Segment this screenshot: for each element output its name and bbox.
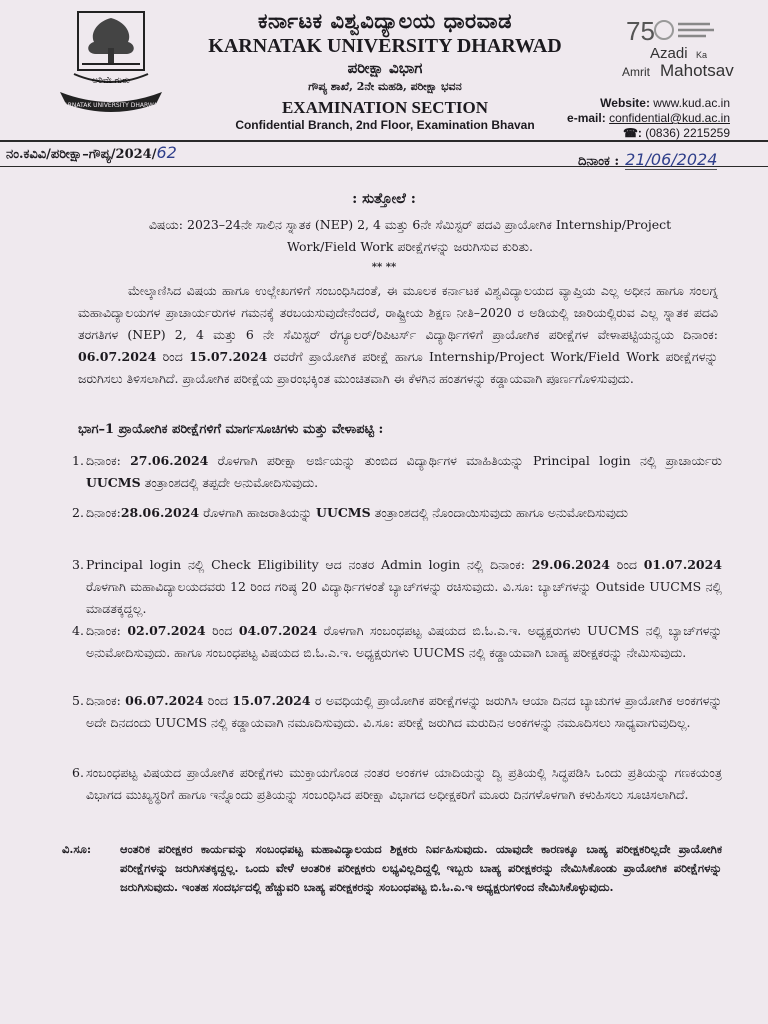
list-item: 2. ದಿನಾಂಕ:28.06.2024 ರೊಳಗಾಗಿ ಹಾಜರಾತಿಯನ್ನು UUCMS ತಂತ್ರಾಂಶದಲ್ಲಿ ನೊಂದಾಯಿಸುವುದು ಹಾಗೂ ಅನುಮೋದಿಸುವುದು <box>72 505 628 520</box>
header-divider <box>0 140 768 142</box>
branch-english: Confidential Branch, 2nd Floor, Examination Bhavan <box>235 118 535 132</box>
seal-ribbon-text: KARNATAK UNIVERSITY DHARWAD <box>59 102 163 109</box>
handwritten-date: 21/06/2024 <box>625 150 718 169</box>
phone-icon: ☎: <box>622 126 642 140</box>
separator-stars: ** ** <box>371 262 397 273</box>
amrit-word: Amrit <box>622 65 650 79</box>
website-line: Website: www.kud.ac.in <box>600 96 730 110</box>
intro-paragraph: ಮೇಲ್ಕಾಣಿಸಿದ ವಿಷಯ ಹಾಗೂ ಉಲ್ಲೇಖಗಳಿಗೆ ಸಂಬಂಧಿಸಿದಂತೆ, ಈ ಮೂಲಕ ಕರ್ನಾಟಕ ವಿಶ್ವವಿದ್ಯಾಲಯದ ವ್ಯಾಪ್ತಿಯ ಎಲ್ಲ ಅಧೀನ ಹಾಗೂ ಸಂಲಗ್ನ ಮಹಾವಿದ್ಯಾಲಯಗಳ ಪ್ರಾಚಾರ್ಯರುಗಳ ಗಮನಕ್ಕೆ ತರಬಯಸುವುದೇನೆಂದರೆ, ರಾಷ್ಟ್ರೀಯ ಶಿಕ್ಷಣ ನೀತಿ–2020 ರ ಅಡಿಯಲ್ಲಿ ಜಾರಿಯಲ್ಲಿರುವ ಎಲ್ಲ ಸ್ನಾತಕ ಪದವಿ ತರಗತಿಗಳ (NEP) 2, 4 ಮತ್ತು 6 ನೇ ಸೆಮಿಸ್ಟರ್ ರೆಗ್ಯೂಲರ್/ರಿಪಿಟರ್ಸ್ ವಿದ್ಯಾರ್ಥಿಗಳಿಗೆ ಪ್ರಾಯೋಗಿಕ ಪರೀಕ್ಷೆಗಳ ವೇಳಾಪಟ್ಟಿಯನ್ವಯ ದಿನಾಂಕ: 06.07.2024 ರಿಂದ 15.07.2024 ರವರೆಗೆ ಪ್ರಾಯೋಗಿಕ ಪರೀಕ್ಷೆ ಹಾಗೂ Internship/Project Work/Field Work ಪರೀಕ್ಷೆಗಳನ್ನು ಜರುಗಿಸಲು ತಿಳಿಸಲಾಗಿದೆ. ಪ್ರಾಯೋಗಿಕ ಪರೀಕ್ಷೆಯ ಪ್ರಾರಂಭಕ್ಕಿಂತ ಮುಂಚಿತವಾಗಿ ಈ ಕೆಳಗಿನ ಹಂತಗಳನ್ನು ಕಡ್ಡಾಯವಾಗಿ ಪೂರ್ಣಗೊಳಿಸುವುದು. <box>78 283 718 386</box>
azadi-75-text: 75 <box>626 16 655 46</box>
website-link[interactable]: www.kud.ac.in <box>653 96 730 110</box>
footnote-note: ವಿ.ಸೂ: ಆಂತರಿಕ ಪರೀಕ್ಷಕರ ಕಾರ್ಯವನ್ನು ಸಂಬಂಧಪಟ್ಟ ಮಹಾವಿದ್ಯಾಲಯದ ಶಿಕ್ಷಕರು ನಿರ್ವಹಿಸುವುದು. ಯಾವುದೇ ಕಾರಣಕ್ಕೂ ಬಾಹ್ಯ ಪರೀಕ್ಷಕರಿಲ್ಲದೇ ಪ್ರಾಯೋಗಿಕ ಪರೀಕ್ಷೆಗಳನ್ನು ಜರುಗಿಸತಕ್ಕದ್ದಲ್ಲ. ಒಂದು ವೇಳೆ ಆಂತರಿಕ ಪರೀಕ್ಷಕರು ಲಭ್ಯವಿಲ್ಲದಿದ್ದಲ್ಲಿ ಇಬ್ಬರು ಬಾಹ್ಯ ಪರೀಕ್ಷಕರನ್ನು ನೇಮಿಸಿಕೊಂಡು ಪ್ರಾಯೋಗಿಕ ಪರೀಕ್ಷೆಗಳನ್ನು ಜರುಗಿಸುವುದು. ಇಂತಹ ಸಂದರ್ಭದಲ್ಲಿ ಹೆಚ್ಚುವರಿ ಬಾಹ್ಯ ಪರೀಕ್ಷಕರನ್ನು ಸಂಬಂಧಪಟ್ಟ ಬಿ.ಓ.ಎ.ಇ ಅಧ್ಯಕ್ಷರುಗಳಿಂದ ನೇಮಿಸಿಕೊಳ್ಳುವುದು. <box>62 842 722 894</box>
circular-title: : ಸುತ್ತೋಲೆ : <box>352 191 416 207</box>
list-item: 5. ದಿನಾಂಕ: 06.07.2024 ರಿಂದ 15.07.2024 ರ ಅವಧಿಯಲ್ಲಿ ಪ್ರಾಯೋಗಿಕ ಪರೀಕ್ಷೆಗಳನ್ನು ಜರುಗಿಸಿ ಆಯಾ ದಿನದ ಬ್ಯಾಚುಗಳ ಪ್ರಾಯೋಗಿಕ ಅಂಕಗಳನ್ನು ಅದೇ ದಿನದಂದು UUCMS ನಲ್ಲಿ ಕಡ್ಡಾಯವಾಗಿ ನಮೂದಿಸುವುದು. ವಿ.ಸೂ: ಪರೀಕ್ಷೆ ಜರುಗಿದ ಮರುದಿನ ಅಂಕಗಳನ್ನು ನಮೂದಿಸಲು ಸಾಧ್ಯವಾಗುವುದಿಲ್ಲ. <box>72 693 722 730</box>
list-item: 3. Principal login ನಲ್ಲಿ Check Eligibility ಆದ ನಂತರ Admin login ನಲ್ಲಿ ದಿನಾಂಕ: 29.06.2024 ರಿಂದ 01.07.2024 ರೊಳಗಾಗಿ ಮಹಾವಿದ್ಯಾಲಯದವರು 12 ರಿಂದ ಗರಿಷ್ಠ 20 ವಿದ್ಯಾರ್ಥಿಗಳಂತೆ ಬ್ಯಾಚ್‌ಗಳನ್ನು ರಚಿಸುವುದು. ವಿ.ಸೂ: ಬ್ಯಾಚ್‌ಗಳನ್ನು Outside UUCMS ನಲ್ಲಿ ಮಾಡತಕ್ಕದ್ದಲ್ಲ. <box>72 557 722 616</box>
subject-line: ವಿಷಯ: 2023–24ನೇ ಸಾಲಿನ ಸ್ನಾತಕ (NEP) 2, 4 ಮತ್ತು 6ನೇ ಸೆಮಿಸ್ಟರ್ ಪದವಿ ಪ್ರಾಯೋಗಿಕ Internship/Project Work/Field Work ಪರೀಕ್ಷೆಗಳನ್ನು ಜರುಗಿಸುವ ಕುರಿತು. <box>148 217 672 254</box>
reference-number: ನಂ.ಕವಿವಿ/ಪರೀಕ್ಷಾ–ಗೌಪ್ಯ/2024/62 <box>6 143 177 162</box>
handwritten-ref-number: 62 <box>156 143 177 162</box>
azadi-ka-amrit-mahotsav-logo <box>620 14 740 84</box>
list-item: 6. ಸಂಬಂಧಪಟ್ಟ ವಿಷಯದ ಪ್ರಾಯೋಗಿಕ ಪರೀಕ್ಷೆಗಳು ಮುಕ್ತಾಯಗೊಂಡ ನಂತರ ಅಂಕಗಳ ಯಾದಿಯನ್ನು ದ್ವಿ ಪ್ರತಿಯಲ್ಲಿ ಸಿದ್ಧಪಡಿಸಿ ಒಂದು ಪ್ರತಿಯನ್ನು ಗಣಕಯಂತ್ರ ವಿಭಾಗದ ಮುಖ್ಯಸ್ಥರಿಗೆ ಹಾಗೂ ಇನ್ನೊಂದು ಪ್ರತಿಯನ್ನು ಸಂಬಂಧಿಸಿದ ಪರೀಕ್ಷಾ ವಿಭಾಗದ ಅಧೀಕ್ಷಕರಿಗೆ ಮೂರು ದಿನಗಳೊಳಗಾಗಿ ಕಳುಹಿಸಲು ಸೂಚಿಸಲಾಗಿದೆ. <box>72 765 722 802</box>
seal-motto: ಅರಿವೇ ಗುರು <box>92 76 130 86</box>
university-name-kannada: ಕರ್ನಾಟಕ ವಿಶ್ವವಿದ್ಯಾಲಯ ಧಾರವಾಡ <box>258 8 512 33</box>
list-item: 4. ದಿನಾಂಕ: 02.07.2024 ರಿಂದ 04.07.2024 ರೊಳಗಾಗಿ ಸಂಬಂಧಪಟ್ಟ ವಿಷಯದ ಬಿ.ಓ.ಎ.ಇ. ಅಧ್ಯಕ್ಷರುಗಳು UUCMS ನಲ್ಲಿ ಬ್ಯಾಚ್‌ಗಳನ್ನು ಅನುಮೋದಿಸುವುದು. ಹಾಗೂ ಸಂಬಂಧಪಟ್ಟ ವಿಷಯದ ಬಿ.ಓ.ಎ.ಇ. ಅಧ್ಯಕ್ಷರುಗಳು UUCMS ನಲ್ಲಿ ಕಡ್ಡಾಯವಾಗಿ ಬಾಹ್ಯ ಪರೀಕ್ಷಕರನ್ನು ನೇಮಿಸುವುದು. <box>72 623 722 660</box>
letterhead <box>170 8 600 133</box>
section-heading: ಭಾಗ–1 ಪ್ರಾಯೋಗಿಕ ಪರೀಕ್ಷೆಗಳಿಗೆ ಮಾರ್ಗಸೂಚಿಗಳು ಮತ್ತು ವೇಳಾಪಟ್ಟಿ : <box>78 422 384 437</box>
university-seal-logo <box>56 8 166 118</box>
mahotsav-word: Mahotsav <box>660 61 734 80</box>
email-line: e-mail: confidential@kud.ac.in <box>567 111 730 125</box>
university-name-english: KARNATAK UNIVERSITY DHARWAD <box>208 35 562 57</box>
exam-section-english: EXAMINATION SECTION <box>281 98 489 117</box>
contact-block <box>567 96 730 141</box>
azadi-ka-word: Ka <box>696 50 708 60</box>
phone-line: ☎: (0836) 2215259 <box>622 126 730 140</box>
exam-section-kannada: ಪರೀಕ್ಷಾ ವಿಭಾಗ <box>347 59 423 77</box>
email-link[interactable]: confidential@kud.ac.in <box>609 111 730 125</box>
branch-kannada: ಗೌಪ್ಯ ಶಾಖೆ, 2ನೇ ಮಹಡಿ, ಪರೀಕ್ಷಾ ಭವನ <box>308 80 462 93</box>
azadi-word: Azadi <box>650 45 688 62</box>
list-item: 1. ದಿನಾಂಕ: 27.06.2024 ರೊಳಗಾಗಿ ಪರೀಕ್ಷಾ ಅರ್ಜಿಯನ್ನು ತುಂಬಿದ ವಿದ್ಯಾರ್ಥಿಗಳ ಮಾಹಿತಿಯನ್ನು Principal login ನಲ್ಲಿ ಪ್ರಾಚಾರ್ಯರು UUCMS ತಂತ್ರಾಂಶದಲ್ಲಿ ತಪ್ಪದೇ ಅನುಮೋದಿಸುವುದು. <box>72 453 723 490</box>
date-line: ದಿನಾಂಕ : 21/06/2024 <box>578 150 718 169</box>
